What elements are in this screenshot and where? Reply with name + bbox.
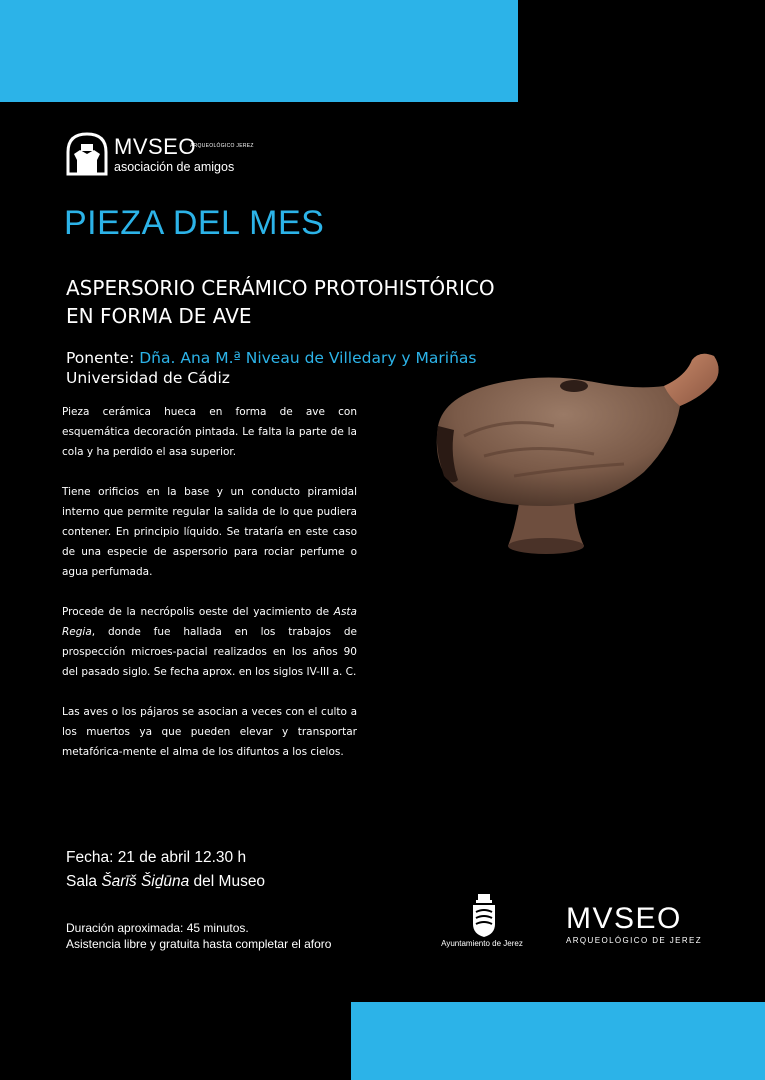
ayuntamiento-logo bbox=[434, 894, 530, 954]
top-accent-bar bbox=[0, 0, 518, 102]
description-paragraph-3: Procede de la necrópolis oeste del yacimiento de Asta Regia, donde fue hallada en los trabajos de prospección microes-pacial realizados en los años 90 del pasado siglo. Se fecha aprox. en los siglos IV-III a. C. bbox=[62, 606, 357, 678]
description-text bbox=[62, 402, 357, 782]
speaker-name: Dña. Ana M.ª Niveau de Villedary y Mariñas bbox=[139, 349, 477, 367]
city-crest-icon bbox=[470, 894, 498, 938]
description-paragraph-1: Pieza cerámica hueca en forma de ave con esquemática decoración pintada. Le falta la parte de la cola y ha perdido el asa superior. bbox=[62, 406, 357, 458]
association-logo bbox=[62, 130, 262, 180]
event-room: Sala Šarīš Šiḏūna del Museo bbox=[66, 873, 266, 890]
bottom-accent-bar bbox=[351, 1002, 765, 1080]
access-note: Asistencia libre y gratuita hasta completar el aforo bbox=[66, 937, 332, 951]
site-name: Asta Regia bbox=[62, 606, 357, 638]
duration-note: Duración aproximada: 45 minutos. bbox=[66, 921, 249, 935]
room-name: Šarīš Šiḏūna bbox=[101, 873, 190, 890]
bird-shaped-sprinkler-image bbox=[424, 346, 724, 558]
logo-small-text: ARQUEOLÓGICO JEREZ bbox=[190, 143, 254, 149]
museum-emblem-icon bbox=[62, 130, 112, 180]
speaker-label: Ponente: bbox=[66, 349, 135, 367]
page-title: PIEZA DEL MES bbox=[64, 204, 325, 242]
ayuntamiento-name: Ayuntamiento de Jerez bbox=[441, 939, 523, 948]
event-notes bbox=[66, 920, 331, 952]
speaker-institution: Universidad de Cádiz bbox=[66, 369, 230, 387]
piece-title-line-2: EN FORMA DE AVE bbox=[66, 304, 252, 328]
event-date: Fecha: 21 de abril 12.30 h bbox=[66, 849, 247, 866]
speaker-block bbox=[66, 348, 476, 388]
museum-logo bbox=[566, 902, 703, 945]
museum-wordmark: MVSEO bbox=[566, 902, 682, 935]
description-paragraph-4: Las aves o los pájaros se asocian a veces con el culto a los muertos ya que pueden elevar y transportar metafórica-mente el alma de los difuntos a los cielos. bbox=[62, 706, 357, 758]
piece-title-line-1: ASPERSORIO CERÁMICO PROTOHISTÓRICO bbox=[66, 276, 495, 300]
event-details bbox=[66, 846, 265, 894]
description-paragraph-2: Tiene orificios en la base y un conducto piramidal interno que permite regular la salida de lo que pudiera contener. En principio líquido. Se trataría en este caso de una especie de aspersorio para rociar perfume o agua perfumada. bbox=[62, 486, 357, 578]
piece-title bbox=[66, 274, 495, 330]
logo-wordmark: MVSEO bbox=[114, 134, 196, 159]
museum-subtitle: ARQUEOLÓGICO DE JEREZ bbox=[566, 936, 703, 945]
logo-subtitle: asociación de amigos bbox=[114, 160, 235, 174]
